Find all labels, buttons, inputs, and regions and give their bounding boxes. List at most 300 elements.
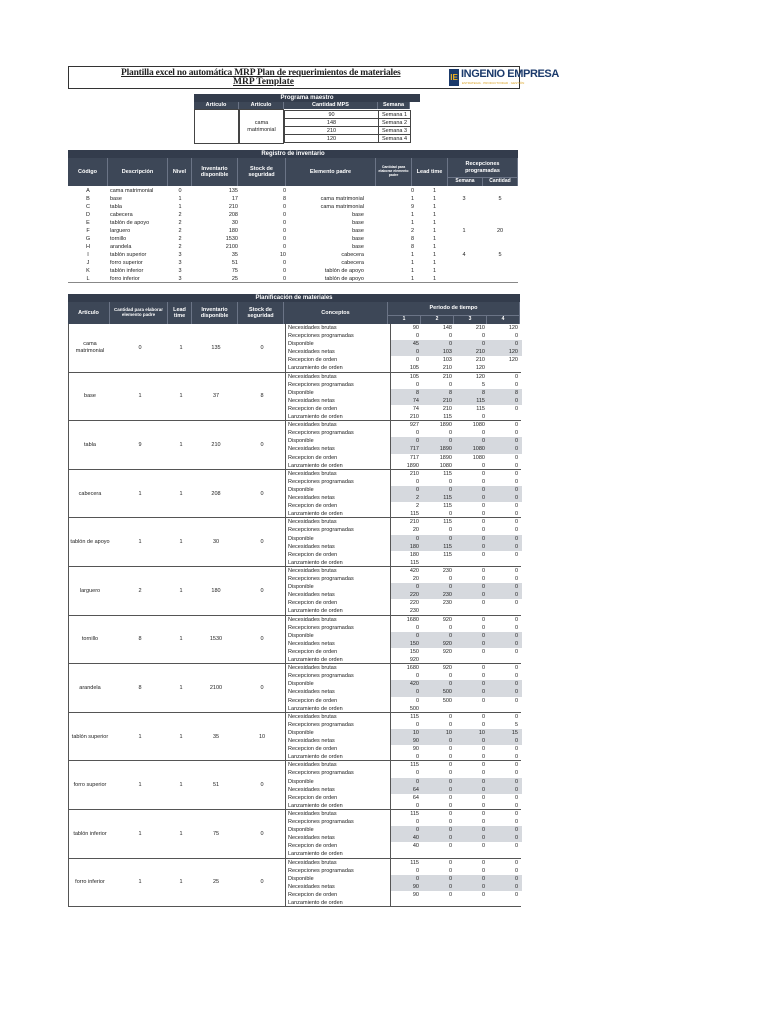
concept-label: Lanzamiento de orden <box>288 511 343 518</box>
document-header <box>68 66 559 89</box>
inventory-cell-level: 3 <box>178 252 182 258</box>
concept-row <box>286 656 521 664</box>
concept-values <box>390 478 522 486</box>
inventory-cell-code: E <box>86 220 90 226</box>
concept-row <box>286 875 521 883</box>
period-value: 0 <box>448 891 452 898</box>
concept-values <box>390 794 522 802</box>
period-value: 105 <box>409 373 419 380</box>
period-value: 210 <box>475 357 485 364</box>
concept-values <box>390 753 522 761</box>
period-value: 920 <box>442 665 452 672</box>
period-value: 0 <box>514 584 518 591</box>
concept-row <box>286 324 521 332</box>
period-value: 0 <box>448 341 452 348</box>
concept-label: Necesidades brutas <box>288 470 337 477</box>
plan-col-p4: 4 <box>487 316 520 324</box>
period-value: 500 <box>442 697 452 704</box>
period-value: 210 <box>442 405 452 412</box>
concept-label: Lanzamiento de orden <box>288 802 343 809</box>
concept-values <box>390 664 522 672</box>
mps-col-qty: Cantidad MPS <box>284 102 378 109</box>
period-value: 0 <box>514 567 518 574</box>
planning-safety-value: 10 <box>258 733 266 740</box>
concept-label: Recepciones programadas <box>288 721 354 728</box>
period-value: 0 <box>514 333 518 340</box>
period-value: 0 <box>481 527 485 534</box>
concept-label: Necesidades brutas <box>288 859 337 866</box>
concept-row <box>286 688 521 696</box>
inventory-cell-safety: 8 <box>282 196 286 202</box>
planning-qty-value: 1 <box>138 830 142 837</box>
period-value: 0 <box>481 810 485 817</box>
concept-values <box>390 373 522 381</box>
inventory-cell-lead: 1 <box>432 236 436 242</box>
period-value: 420 <box>409 681 419 688</box>
inventory-cell-onhand: 17 <box>231 196 238 202</box>
period-value: 0 <box>481 762 485 769</box>
period-value: 0 <box>448 511 452 518</box>
concept-label: Recepcion de orden <box>288 697 338 704</box>
inventory-cell-parent: cama matrimonial <box>320 196 364 202</box>
period-value: 210 <box>409 414 419 421</box>
period-value: 0 <box>448 794 452 801</box>
period-value: 1080 <box>472 454 485 461</box>
period-value: 230 <box>442 567 452 574</box>
inventory-row <box>68 187 518 195</box>
period-value: 0 <box>514 786 518 793</box>
period-value: 0 <box>415 827 419 834</box>
period-value: 0 <box>448 576 452 583</box>
concept-values <box>390 494 522 502</box>
planning-block <box>69 567 521 616</box>
concept-values <box>390 802 522 810</box>
period-value: 0 <box>415 778 419 785</box>
period-value: 0 <box>514 430 518 437</box>
period-value: 0 <box>448 713 452 720</box>
planning-lead-value: 1 <box>179 393 183 400</box>
planning-onhand-value: 1530 <box>209 636 223 643</box>
concept-values <box>390 769 522 777</box>
period-value: 0 <box>448 770 452 777</box>
inventory-cell-rq: 5 <box>498 196 502 202</box>
inventory-cell-desc: tablón superior <box>110 252 147 258</box>
concept-label: Necesidades brutas <box>288 616 337 623</box>
period-value: 0 <box>481 519 485 526</box>
period-value: 0 <box>514 519 518 526</box>
period-value: 0 <box>415 689 419 696</box>
concept-label: Recepciones programadas <box>288 381 354 388</box>
concept-row <box>286 551 521 559</box>
inventory-cell-lead: 1 <box>432 260 436 266</box>
concept-label: Necesidades brutas <box>288 567 337 574</box>
inv-col-desc: Descripción <box>108 158 168 186</box>
concept-values <box>390 737 522 745</box>
planning-onhand-value: 135 <box>211 344 221 351</box>
concept-values <box>390 381 522 389</box>
period-value: 230 <box>409 608 419 615</box>
inventory-cell-parent: cama matrimonial <box>320 204 364 210</box>
period-value: 0 <box>514 713 518 720</box>
inventory-cell-desc: forro superior <box>110 260 143 266</box>
planning-block-info <box>69 616 285 665</box>
concept-label: Disponible <box>288 827 314 834</box>
period-value: 120 <box>475 373 485 380</box>
inventory-cell-parent: tablón de apoyo <box>324 276 364 282</box>
inventory-cell-level: 1 <box>178 204 182 210</box>
concept-values <box>390 721 522 729</box>
concept-label: Necesidades brutas <box>288 519 337 526</box>
concept-row <box>286 543 521 551</box>
period-value: 10 <box>445 729 452 736</box>
concept-label: Recepciones programadas <box>288 576 354 583</box>
planning-block-info <box>69 470 285 519</box>
period-value: 0 <box>481 535 485 542</box>
period-value: 0 <box>448 778 452 785</box>
period-value: 0 <box>514 843 518 850</box>
period-value: 0 <box>514 632 518 639</box>
period-value: 0 <box>514 802 518 809</box>
concept-values <box>390 826 522 834</box>
period-value: 0 <box>481 640 485 647</box>
concept-values <box>390 648 522 656</box>
period-value: 0 <box>514 446 518 453</box>
period-value: 0 <box>448 681 452 688</box>
concept-row <box>286 842 521 850</box>
concept-values <box>390 389 522 397</box>
period-value: 115 <box>476 397 485 404</box>
inventory-cell-lead: 1 <box>432 228 436 234</box>
concept-row <box>286 729 521 737</box>
period-value: 1890 <box>439 422 452 429</box>
concept-label: Necesidades brutas <box>288 422 337 429</box>
planning-item-value: larguero <box>79 587 101 594</box>
period-value: 0 <box>481 770 485 777</box>
period-value: 0 <box>481 819 485 826</box>
period-value: 0 <box>481 786 485 793</box>
concept-row <box>286 624 521 632</box>
period-value: 920 <box>442 648 452 655</box>
period-value: 0 <box>481 551 485 558</box>
period-value: 0 <box>481 778 485 785</box>
inventory-cell-onhand: 135 <box>228 188 238 194</box>
plan-col-onhand: Inventario disponible <box>192 302 238 324</box>
concept-values <box>390 551 522 559</box>
period-value: 5 <box>481 381 485 388</box>
concept-label: Necesidades netas <box>288 738 335 745</box>
concept-values <box>390 445 522 453</box>
concept-row <box>286 769 521 777</box>
inventory-cell-level: 1 <box>178 196 182 202</box>
period-value: 150 <box>409 648 419 655</box>
planning-onhand-value: 30 <box>212 539 220 546</box>
period-value: 0 <box>448 721 452 728</box>
inventory-cell-desc: cama matrimonial <box>110 188 154 194</box>
period-value: 90 <box>412 738 419 745</box>
planning-lead-value: 1 <box>179 344 183 351</box>
concept-label: Necesidades netas <box>288 689 335 696</box>
period-value: 0 <box>448 810 452 817</box>
planning-onhand-value: 51 <box>212 782 220 789</box>
concept-label: Lanzamiento de orden <box>288 657 343 664</box>
inv-col-receipts: Recepciones programadas <box>448 158 518 178</box>
concept-row <box>286 478 521 486</box>
period-value: 0 <box>514 397 518 404</box>
period-value: 115 <box>410 559 419 566</box>
concept-row <box>286 405 521 413</box>
concept-row <box>286 810 521 818</box>
concept-values <box>390 486 522 494</box>
planning-item-value: tablón inferior <box>73 830 107 837</box>
inventory-cell-level: 3 <box>178 260 182 266</box>
period-value: 8 <box>514 389 518 396</box>
planning-qty-value: 1 <box>138 539 142 546</box>
inventory-cell-code: K <box>86 268 90 274</box>
period-value: 1680 <box>406 616 419 623</box>
concept-label: Lanzamiento de orden <box>288 414 343 421</box>
planning-qty-value: 1 <box>138 879 142 886</box>
inventory-row <box>68 227 518 235</box>
concept-values <box>390 510 522 518</box>
period-value: 0 <box>448 438 452 445</box>
inventory-cell-desc: larguero <box>110 228 131 234</box>
inventory-cell-onhand: 35 <box>231 252 238 258</box>
planning-item-value: base <box>84 393 96 400</box>
period-value: 0 <box>514 527 518 534</box>
concept-label: Recepcion de orden <box>288 503 338 510</box>
concept-row <box>286 616 521 624</box>
concept-label: Necesidades netas <box>288 786 335 793</box>
period-value: 90 <box>412 883 419 890</box>
inventory-cell-qty: 1 <box>410 220 414 226</box>
concept-label: Recepcion de orden <box>288 843 338 850</box>
concept-label: Necesidades netas <box>288 543 335 550</box>
concept-row <box>286 518 521 526</box>
period-value: 0 <box>481 883 485 890</box>
plan-col-qtyper: Cantidad para elaborar elemento padre <box>110 302 168 324</box>
concept-label: Disponible <box>288 486 314 493</box>
inventory-cell-level: 2 <box>178 228 182 234</box>
concept-label: Recepciones programadas <box>288 673 354 680</box>
mps-section-title: Programa maestro <box>194 94 420 102</box>
concept-label: Disponible <box>288 778 314 785</box>
planning-block-info <box>69 373 285 422</box>
mps-row <box>285 127 411 135</box>
inventory-cell-parent: base <box>352 220 364 226</box>
period-value: 0 <box>448 875 452 882</box>
period-value: 0 <box>448 430 452 437</box>
concept-values <box>390 842 522 850</box>
concept-row <box>286 494 521 502</box>
inventory-cell-safety: 0 <box>282 212 286 218</box>
planning-block <box>69 761 521 810</box>
inventory-cell-level: 2 <box>178 220 182 226</box>
period-value: 115 <box>443 519 452 526</box>
plan-col-item: Artículo <box>68 302 110 324</box>
period-value: 210 <box>409 519 419 526</box>
inventory-cell-code: G <box>85 236 91 242</box>
period-value: 0 <box>448 827 452 834</box>
inventory-cell-desc: tornillo <box>110 236 127 242</box>
period-value: 0 <box>514 640 518 647</box>
inventory-row <box>68 203 518 211</box>
period-value: 0 <box>415 486 419 493</box>
period-value: 0 <box>481 600 485 607</box>
concept-values <box>390 437 522 445</box>
inventory-cell-desc: tablón de apoyo <box>110 220 150 226</box>
planning-block <box>69 616 521 665</box>
inventory-row <box>68 275 518 283</box>
period-value: 0 <box>481 648 485 655</box>
inventory-row <box>68 211 518 219</box>
concept-row <box>286 591 521 599</box>
period-value: 0 <box>514 405 518 412</box>
concept-label: Lanzamiento de orden <box>288 705 343 712</box>
period-value: 0 <box>514 624 518 631</box>
period-value: 0 <box>481 414 485 421</box>
mps-week-cell: Semana 3 <box>379 127 411 135</box>
planning-block <box>69 518 521 567</box>
period-value: 0 <box>481 511 485 518</box>
period-value: 115 <box>410 859 419 866</box>
concept-label: Recepcion de orden <box>288 794 338 801</box>
concept-label: Disponible <box>288 341 314 348</box>
concept-row <box>286 859 521 867</box>
inventory-cell-code: D <box>86 212 90 218</box>
period-value: 8 <box>448 389 452 396</box>
concept-row <box>286 802 521 810</box>
period-value: 0 <box>514 373 518 380</box>
inventory-cell-lead: 1 <box>432 244 436 250</box>
planning-lead-value: 1 <box>179 587 183 594</box>
concept-label: Disponible <box>288 729 314 736</box>
concept-label: Disponible <box>288 535 314 542</box>
planning-qty-value: 1 <box>138 782 142 789</box>
concept-values <box>390 567 522 575</box>
inventory-cell-code: J <box>86 260 90 266</box>
planning-lead-value: 1 <box>179 490 183 497</box>
inventory-cell-safety: 0 <box>282 268 286 274</box>
inventory-cell-qty: 0 <box>410 188 414 194</box>
mps-week-cell: Semana 1 <box>379 111 411 119</box>
plan-col-period: Periodo de tiempo <box>388 302 520 316</box>
concept-label: Necesidades netas <box>288 446 335 453</box>
inventory-cell-qty: 1 <box>410 196 414 202</box>
period-value: 10 <box>478 729 485 736</box>
planning-onhand-value: 37 <box>212 393 220 400</box>
period-value: 0 <box>448 381 452 388</box>
concept-row <box>286 664 521 672</box>
period-value: 0 <box>514 794 518 801</box>
concept-label: Lanzamiento de orden <box>288 559 343 566</box>
concept-label: Necesidades netas <box>288 835 335 842</box>
period-value: 0 <box>514 381 518 388</box>
concept-values <box>390 616 522 624</box>
period-value: 0 <box>415 819 419 826</box>
inventory-cell-qty: 1 <box>410 276 414 282</box>
period-value: 0 <box>415 673 419 680</box>
concept-label: Necesidades netas <box>288 883 335 890</box>
period-value: 0 <box>481 673 485 680</box>
inventory-cell-safety: 0 <box>282 276 286 282</box>
period-value: 0 <box>514 511 518 518</box>
period-value: 115 <box>410 810 419 817</box>
inventory-cell-safety: 0 <box>282 236 286 242</box>
mps-week-cell: Semana 4 <box>379 135 411 143</box>
concept-values <box>390 656 522 664</box>
period-value: 115 <box>443 543 452 550</box>
planning-safety-value: 8 <box>260 393 264 400</box>
concept-row <box>286 413 521 421</box>
period-value: 920 <box>442 640 452 647</box>
inventory-cell-onhand: 208 <box>228 212 238 218</box>
period-value: 20 <box>412 576 419 583</box>
period-value: 0 <box>481 624 485 631</box>
concept-row <box>286 535 521 543</box>
concept-label: Necesidades brutas <box>288 810 337 817</box>
planning-block <box>69 373 521 422</box>
concept-label: Necesidades brutas <box>288 665 337 672</box>
period-value: 0 <box>514 770 518 777</box>
planning-block <box>69 421 521 470</box>
concept-row <box>286 632 521 640</box>
concept-label: Recepciones programadas <box>288 333 354 340</box>
inventory-cell-onhand: 30 <box>231 220 238 226</box>
inventory-cell-lead: 1 <box>432 196 436 202</box>
inventory-cell-rq: 5 <box>498 252 502 258</box>
mps-row <box>285 111 411 119</box>
concept-values <box>390 575 522 583</box>
concept-values <box>390 786 522 794</box>
planning-safety-value: 0 <box>260 685 264 692</box>
inventory-cell-code: I <box>87 252 89 258</box>
inventory-row <box>68 259 518 267</box>
inventory-section-title: Registro de inventario <box>68 150 518 158</box>
period-value: 0 <box>481 462 485 469</box>
planning-item-value: cama matrimonial <box>75 341 105 355</box>
inventory-cell-level: 3 <box>178 268 182 274</box>
planning-block-info <box>69 518 285 567</box>
inventory-cell-lead: 1 <box>432 220 436 226</box>
period-value: 45 <box>412 341 419 348</box>
period-value: 0 <box>481 632 485 639</box>
planning-onhand-value: 208 <box>211 490 221 497</box>
inventory-cell-level: 0 <box>178 188 182 194</box>
period-value: 0 <box>514 859 518 866</box>
period-value: 148 <box>442 325 452 331</box>
period-value: 1890 <box>406 462 419 469</box>
period-value: 0 <box>514 819 518 826</box>
period-value: 0 <box>514 681 518 688</box>
inv-col-qtyper: Cantidad para elaborar elemento padre <box>376 158 412 186</box>
period-value: 500 <box>409 705 419 712</box>
period-value: 120 <box>508 349 518 356</box>
concept-row <box>286 373 521 381</box>
concept-row <box>286 356 521 364</box>
mps-blank-cell <box>194 109 239 144</box>
inventory-cell-safety: 0 <box>282 260 286 266</box>
planning-item-value: tablón de apoyo <box>70 539 110 546</box>
inventory-cell-parent: cabecera <box>341 260 364 266</box>
period-value: 0 <box>514 551 518 558</box>
concept-values <box>390 429 522 437</box>
mps-col-item: Artículo <box>194 102 239 109</box>
concept-values <box>390 364 522 372</box>
concept-label: Recepciones programadas <box>288 478 354 485</box>
concept-label: Necesidades netas <box>288 640 335 647</box>
period-value: 0 <box>514 778 518 785</box>
inventory-cell-rw: 3 <box>462 196 466 202</box>
